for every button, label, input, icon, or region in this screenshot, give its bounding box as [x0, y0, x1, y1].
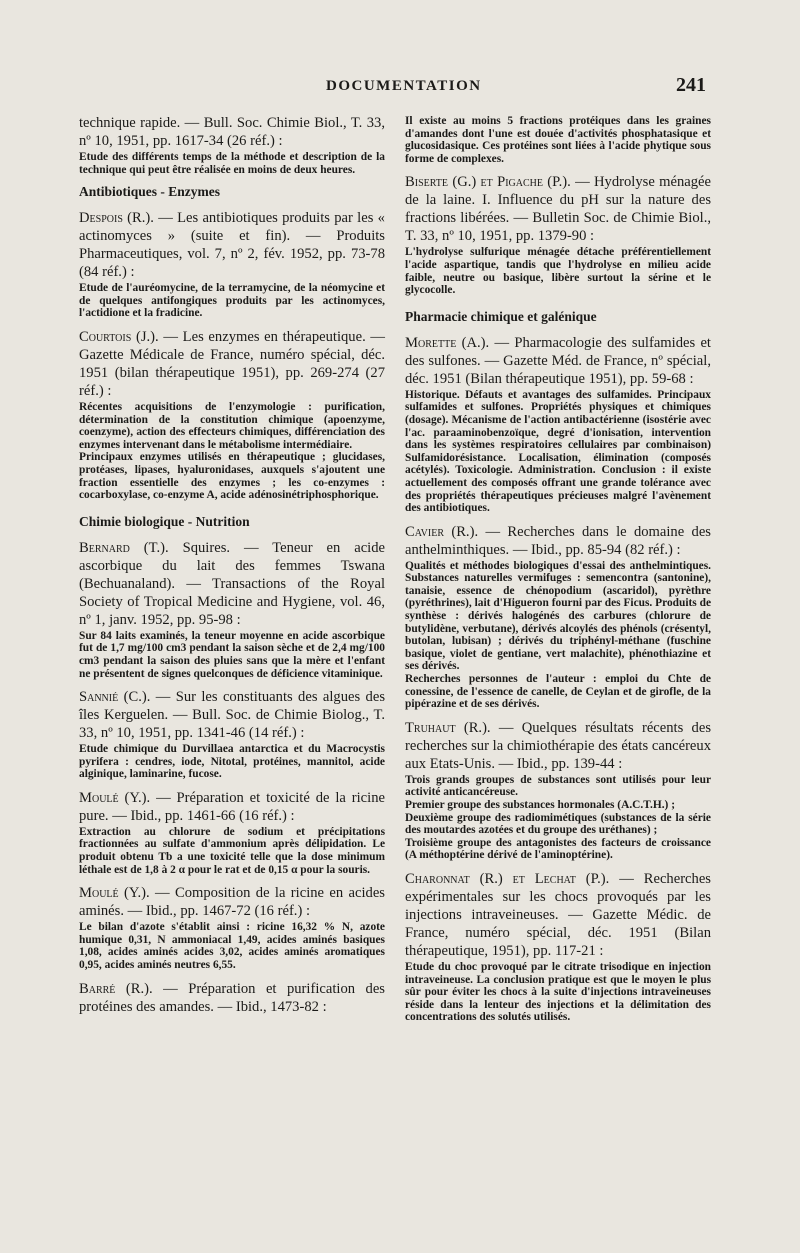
bibliography-entry: [79, 328, 385, 502]
bibliography-entry: [79, 980, 385, 1016]
entry-reference: — Recherches expérimentales sur les chocs provoqués par les injections intraveineuses. — Gazette Médic. de France, numéro spécial, déc. 1951 (Bilan thérapeutique, 1951), pp. 117-21 :: [405, 870, 711, 959]
entry-abstract: [405, 389, 711, 515]
abstract-paragraph: Le bilan d'azote s'établit ainsi : ricine 16,32 % N, azote humique 0,31, N ammoniacal 1,49, acides aminés basiques 1,08, acides aminés acides 3,02, acides aminés aromatiques 0,95, acides aminés neutres 6,55.: [79, 921, 385, 972]
bibliography-entry: [405, 173, 711, 296]
entry-citation: [79, 114, 385, 150]
abstract-paragraph: Recherches personnes de l'auteur : emploi du Chte de conessine, de l'essence de canelle, de Ceylan et de girofle, de la pipérazine et de ses dérivés.: [405, 673, 711, 711]
bibliography-entry: [79, 884, 385, 971]
entry-abstract: [79, 826, 385, 876]
running-title: DOCUMENTATION: [326, 78, 482, 94]
abstract-paragraph: Etude du choc provoqué par le citrate trisodique en injection intraveineuse. La conclusion pratique est que le moyen le plus sûr pour éviter les chocs à la suite d'injections intraveineuses réside dans la lenteur des injections et la délimitation des concentrations des solutés utilisés.: [405, 960, 711, 1024]
entry-reference: — Hydrolyse ménagée de la laine. I. Influence du pH sur la nature des fractions libérées. — Bulletin Soc. de Chimie Biol., T. 33, nº 10, 1951, pp. 1379-90 :: [405, 174, 711, 245]
entry-abstract: [79, 743, 385, 781]
entry-author: Truhaut (R.).: [405, 719, 491, 736]
bibliography-entry: [405, 719, 711, 862]
entry-abstract: [405, 560, 711, 711]
entry-citation: [79, 209, 385, 281]
bibliography-entry: [79, 209, 385, 320]
entry-citation: [405, 719, 711, 773]
abstract-paragraph: Troisième groupe des antagonistes des facteurs de croissance (A méthoptérine dérivé de l'aminoptérine).: [405, 836, 711, 862]
entry-citation: [79, 328, 385, 400]
abstract-paragraph: Il existe au moins 5 fractions protéiques dans les graines d'amandes dont l'une est douée d'activités phosphatasique et glucosidasique. Ces protéines sont liées à l'acide phytique sous forme de complexes.: [405, 115, 711, 165]
abstract-paragraph: Historique. Défauts et avantages des sulfamides. Principaux sulfamides et sulfones. Propriétés physiques et chimiques (dosage). Mécanisme de l'action antibactérienne (isostérie avec l'ac. paraaminobenzoïque, degré d'ionisation, intervention dans les systèmes respiratoires cellulaires par combinaison) Sulfamidorésistance. Localisation, élimination (composés acétylés). Toxicologie. Administration. Conclusion : il existe actuellement des composés offrant une grande tolérance avec des propriétés thérapeutiques précieuses malgré l'avènement des antibiotiques.: [405, 388, 711, 515]
entry-abstract: [405, 115, 711, 165]
entry-abstract: [79, 921, 385, 971]
entry-abstract: [79, 151, 385, 176]
abstract-paragraph: Principaux enzymes utilisés en thérapeutique ; glucidases, protéases, lipases, hyaluronidases, auxquels s'ajoutent une fraction essentielle des enzymes ; les co-enzymes : cocarboxylase, co-enzyme A, acide adénosinétriphosphorique.: [79, 451, 385, 502]
entry-citation: [405, 334, 711, 388]
abstract-paragraph: Sur 84 laits examinés, la teneur moyenne en acide ascorbique fut de 1,7 mg/100 cm3 pendant la saison sèche et de 2,4 mg/100 cm3 pendant la saison des pluies sans que la mère et l'enfant ne présentent de signes quelconques de déficience vitaminique.: [79, 629, 385, 680]
entry-reference: technique rapide. — Bull. Soc. Chimie Biol., T. 33, nº 10, 1951, pp. 1617-34 (26 réf.) :: [79, 115, 385, 149]
entry-citation: [79, 539, 385, 629]
entry-citation: [405, 173, 711, 245]
bibliography-entry: [405, 870, 711, 1024]
section-heading: Chimie biologique - Nutrition: [79, 513, 250, 529]
abstract-paragraph: Etude de l'auréomycine, de la terramycine, de la néomycine et de quelques antifongiques produits par les actinomyces, l'actidione et la fradicine.: [79, 282, 385, 320]
abstract-paragraph: L'hydrolyse sulfurique ménagée détache préférentiellement l'acide aspartique, tandis que l'hydrolyse en milieu acide faible, neutre ou basique, libère surtout la sérine et le glycocolle.: [405, 246, 711, 297]
entry-reference: — Sur les constituants des algues des îles Kerguelen. — Bull. Soc. de Chimie Biolog., T. 33, nº 10, 1951, pp. 1341-46 (14 réf.) :: [79, 689, 385, 742]
right-column: [405, 114, 711, 1032]
abstract-paragraph: Qualités et méthodes biologiques d'essai des anthelmintiques. Substances naturelles vermifuges : semencontra (santonine), tanaisie, essence de chénopodium (ascaridol), pyrèthre (pyréthrines), lait d'Higueron fourni par des Ficus. Produits de synthèse : dérivés halogénés des carbures (chlorure de butylidène, verbutane), dérivés alcoylés des phénols (crésentyl, butolan, lubisan) ; dérivés du triphényl-méthane (fuschine basique, violet de gentiane, vert malachite), phénothiazine et ses dérivés.: [405, 559, 711, 673]
entry-citation: [79, 789, 385, 825]
entry-citation: [405, 523, 711, 559]
entry-author: Courtois (J.).: [79, 328, 159, 345]
bibliography-entry: [405, 523, 711, 711]
entry-reference: — Composition de la ricine en acides aminés. — Ibid., pp. 1467-72 (16 réf.) :: [79, 885, 385, 920]
page-number: 241: [676, 74, 706, 96]
entry-reference: — Préparation et purification des protéines des amandes. — Ibid., 1473-82 :: [79, 980, 385, 1015]
entry-reference: — Quelques résultats récents des recherches sur la chimiothérapie des états cancéreux aux Etats-Unis. — Ibid., pp. 139-44 :: [405, 719, 712, 772]
abstract-paragraph: Premier groupe des substances hormonales (A.C.T.H.) ;: [405, 799, 675, 811]
section-heading: Antibiotiques - Enzymes: [79, 184, 221, 200]
abstract-paragraph: Etude des différents temps de la méthode et description de la technique qui peut être réalisée en moins de deux heures.: [79, 151, 385, 176]
bibliography-entry: [79, 789, 385, 876]
entry-author: Morette (A.).: [405, 334, 490, 351]
abstract-paragraph: Trois grands groupes de substances sont utilisés pour leur activité anticancéreuse.: [405, 773, 711, 799]
entry-reference: — Recherches dans le domaine des anthelminthiques. — Ibid., pp. 85-94 (82 réf.) :: [405, 523, 711, 558]
bibliography-entry: [79, 539, 385, 680]
entry-reference: — Les enzymes en thérapeutique. — Gazette Médicale de France, numéro spécial, déc. 1951 (bilan thérapeutique 1951), pp. 269-274 (27 réf.) :: [79, 328, 386, 399]
entry-author: Moulé (Y.).: [79, 885, 150, 902]
entry-abstract: [405, 774, 711, 862]
entry-author: Despois (R.).: [79, 210, 154, 227]
abstract-paragraph: Extraction au chlorure de sodium et précipitations fractionnées au sulfate d'ammonium après délipidation. Le produit obtenu Tb a une toxicité telle que la dose minimum léthale est de 1,8 à 2 α pour le rat et de 0,15 α pour la souris.: [79, 825, 385, 876]
entry-author: Charonnat (R.) et Lechat (P.).: [405, 870, 610, 887]
bibliography-entry: [79, 688, 385, 781]
entry-author: Moulé (Y.).: [79, 789, 151, 806]
running-header: [0, 74, 800, 102]
bibliography-entry: [79, 114, 385, 176]
entry-reference: — Pharmacologie des sulfamides et des sulfones. — Gazette Méd. de France, nº spécial, déc. 1951 (Bilan thérapeutique 1951), pp. 59-68 :: [405, 334, 711, 387]
bibliography-entry: [405, 334, 711, 515]
abstract-paragraph: Récentes acquisitions de l'enzymologie : purification, détermination de la constitution chimique (apoenzyme, coenzyme), action des effecteurs chimiques, différenciation des enzymes intervenant dans le métabolisme intermédiaire.: [79, 400, 385, 451]
entry-citation: [405, 870, 711, 960]
entry-abstract: [405, 961, 711, 1024]
entry-reference: Squires. — Teneur en acide ascorbique du lait des femmes Tswana (Bechuanaland). — Transactions of the Royal Society of Tropical Medicine and Hygiene, vol. 46, nº 1, janv. 1952, pp. 95-98 :: [79, 539, 385, 628]
entry-author: Barré (R.).: [79, 980, 153, 997]
entry-citation: [79, 688, 385, 742]
entry-author: Cavier (R.).: [405, 523, 479, 540]
entry-abstract: [79, 630, 385, 680]
entry-abstract: [79, 401, 385, 502]
entry-abstract: [405, 246, 711, 296]
entry-citation: [79, 980, 385, 1016]
section-heading: Pharmacie chimique et galénique: [405, 308, 597, 324]
left-column: [79, 114, 385, 1024]
entry-reference: — Les antibiotiques produits par les « actinomyces » (suite et fin). — Produits Pharmaceutiques, vol. 7, nº 2, fév. 1952, pp. 73-78 (84 réf.) :: [79, 210, 385, 281]
entry-author: Bernard (T.).: [79, 539, 169, 556]
entry-reference: — Préparation et toxicité de la ricine pure. — Ibid., pp. 1461-66 (16 réf.) :: [79, 789, 385, 824]
entry-abstract: [79, 282, 385, 320]
abstract-paragraph: Etude chimique du Durvillaea antarctica et du Macrocystis pyrifera : cendres, iode, Nitotal, protéines, mannitol, acide alginique, laminarine, fucose.: [79, 743, 385, 781]
entry-citation: [79, 884, 385, 920]
entry-author: Biserte (G.) et Pigache (P.).: [405, 174, 571, 191]
abstract-paragraph: Deuxième groupe des radiomimétiques (substances de la série des moutardes azotées et du groupe des uréthanes) ;: [405, 811, 711, 837]
entry-author: Sannié (C.).: [79, 689, 151, 706]
bibliography-entry: [405, 115, 711, 165]
